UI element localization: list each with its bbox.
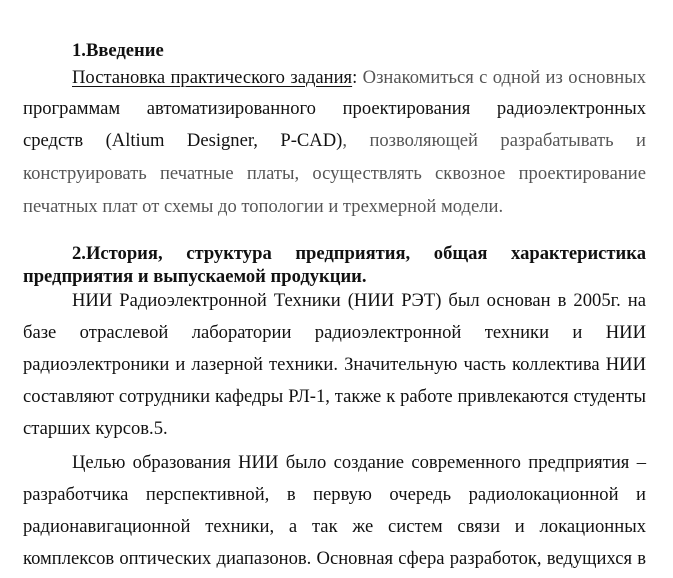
paragraph-1-line-1: НИИ Радиоэлектронной Техники (НИИ РЭТ) был основан в 2005г. на	[72, 290, 646, 311]
paragraph-1-line-2: базе отраслевой лаборатории радиоэлектронной техники и НИИ	[23, 322, 646, 343]
paragraph-1-line-5: старших курсов.5.	[23, 418, 168, 439]
section-2-heading-line-2: предприятия и выпускаемой продукции.	[23, 266, 367, 287]
section-1-line-1	[72, 67, 646, 89]
paragraph-2-line-2: разработчика перспективной, в первую очередь радиолокационной и	[23, 484, 646, 505]
paragraph-2-line-3: радионавигационной техники, а так же систем связи и локационных	[23, 516, 646, 537]
paragraph-2-line-4: комплексов оптических диапазонов. Основная сфера разработок, ведущихся в	[23, 548, 646, 569]
paragraph-1-line-3: радиоэлектроники и лазерной техники. Значительную часть коллектива НИИ	[23, 354, 646, 375]
section-1-line-4: конструировать печатные платы, осуществлять сквозное проектирование	[23, 163, 646, 184]
section-2-heading-line-1: 2.История, структура предприятия, общая характеристика	[72, 243, 646, 264]
section-1-heading: 1.Введение	[72, 40, 164, 61]
section-1-line-3-a: средств (Altium Designer, P-CAD)	[23, 130, 343, 151]
task-colon: :	[352, 67, 358, 88]
section-1-line-3-b: , позволяющей разрабатывать и	[342, 130, 646, 151]
paragraph-1-line-4: составляют сотрудники кафедры РЛ-1, также к работе привлекаются студенты	[23, 386, 646, 407]
task-label: Постановка практического задания	[72, 67, 353, 88]
section-1-line-5: печатных плат от схемы до топологии и трехмерной модели.	[23, 196, 504, 217]
section-1-line-3	[23, 130, 646, 152]
paragraph-2-line-1: Целью образования НИИ было создание современного предприятия –	[72, 452, 646, 473]
task-text: Ознакомиться с одной из основных	[357, 67, 646, 88]
section-1-line-2: программам автоматизированного проектирования радиоэлектронных	[23, 98, 646, 119]
